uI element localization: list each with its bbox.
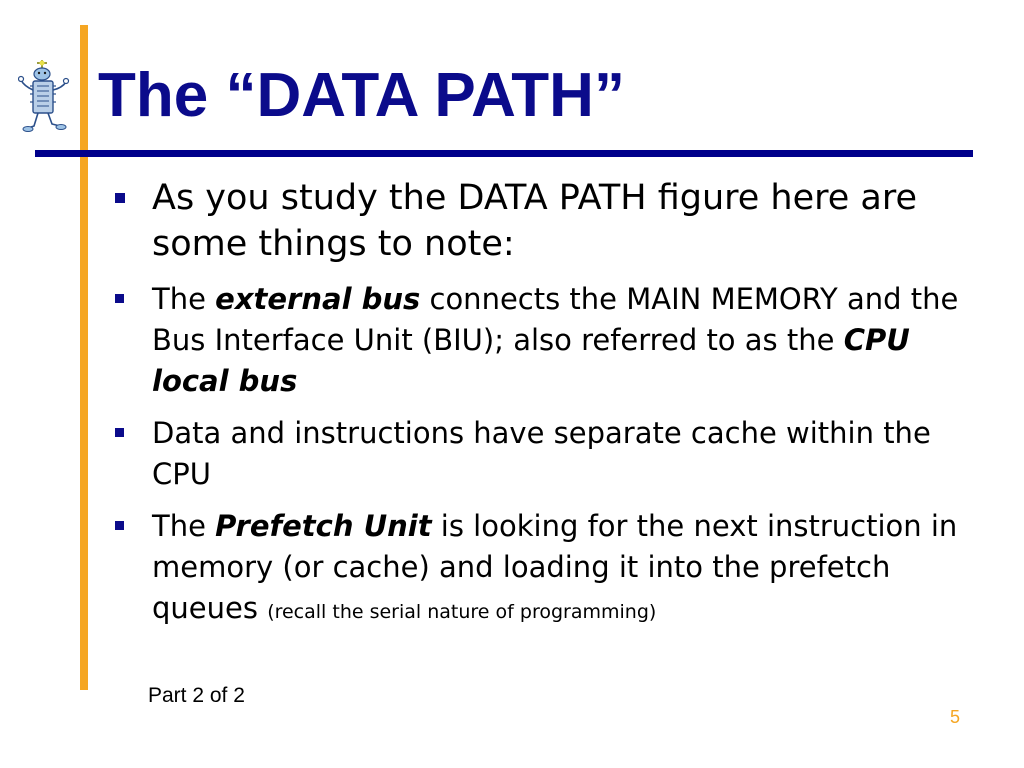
bullet-text: is looking for the next instruction in memory (or cache) and loading it into the prefetch queues	[152, 509, 958, 625]
bullet-item	[112, 279, 982, 402]
square-bullet-icon	[115, 521, 124, 530]
aside-note: (recall the serial nature of programming)	[267, 601, 657, 623]
title-rule	[35, 150, 973, 157]
bullet-list	[112, 175, 982, 644]
page-number: 5	[950, 707, 961, 727]
slide-title: The “DATA PATH”	[98, 61, 625, 130]
computer-chip-mascot-icon	[18, 58, 74, 138]
bullet-item	[112, 175, 982, 267]
square-bullet-icon	[115, 428, 124, 437]
part-footnote: Part 2 of 2	[148, 684, 245, 707]
bullet-text: As you study the DATA PATH figure here are some things to note:	[152, 178, 918, 264]
bullet-text: The	[152, 509, 216, 543]
emphasis-term: Prefetch Unit	[215, 509, 432, 543]
bullet-item	[112, 413, 982, 495]
accent-bar	[80, 25, 88, 690]
bullet-item	[112, 506, 982, 633]
bullet-text: Data and instructions have separate cache within the CPU	[152, 416, 931, 491]
bullet-text: The	[152, 282, 216, 316]
emphasis-term: external bus	[215, 282, 421, 316]
bullet-text: connects the MAIN MEMORY and the Bus Interface Unit (BIU); also referred to as the	[152, 282, 959, 357]
square-bullet-icon	[115, 294, 124, 303]
square-bullet-icon	[115, 193, 125, 203]
emphasis-term: CPU local bus	[152, 323, 910, 398]
